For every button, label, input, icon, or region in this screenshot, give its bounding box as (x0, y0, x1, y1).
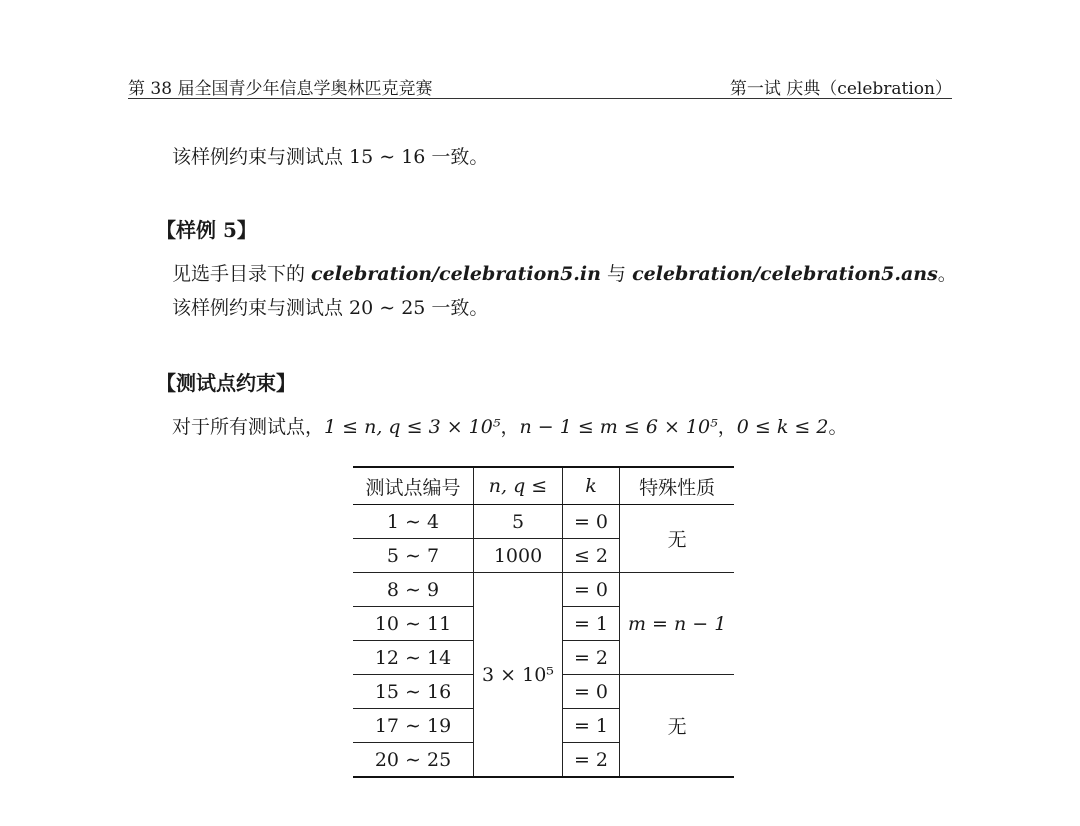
cell-k: = 2 (563, 641, 620, 675)
constraints-table (353, 466, 734, 778)
intro-math-k: 0 ≤ k ≤ 2 (736, 416, 829, 438)
cell-test-ids: 17 ∼ 19 (353, 709, 474, 743)
sample5-prefix: 见选手目录下的 (172, 263, 312, 285)
sample5-input-file: celebration/celebration5.in (311, 263, 601, 285)
constraints-title: 【测试点约束】 (156, 371, 296, 395)
table-header-row (353, 467, 734, 505)
cell-test-ids: 12 ∼ 14 (353, 641, 474, 675)
cell-k: = 1 (563, 607, 620, 641)
sample5-files-line (172, 263, 957, 286)
sample5-answer-file: celebration/celebration5.ans (632, 263, 938, 285)
sample5-suffix: 。 (937, 263, 957, 285)
header-test-ids: 测试点编号 (353, 467, 474, 505)
cell-special: 无 (620, 505, 735, 573)
intro-suffix: 。 (828, 416, 848, 438)
cell-k: = 0 (563, 573, 620, 607)
intro-sep-2: ， (717, 416, 737, 438)
cell-test-ids: 1 ∼ 4 (353, 505, 474, 539)
intro-math-m: n − 1 ≤ m ≤ 6 × 10⁵ (519, 416, 718, 438)
contest-name: 第 38 届全国青少年信息学奥林匹克竞赛 (128, 79, 433, 99)
cell-nq: 5 (474, 505, 563, 539)
cell-k: = 0 (563, 505, 620, 539)
sample5-title: 【样例 5】 (156, 218, 257, 242)
header-k: k (563, 467, 620, 505)
cell-nq: 1000 (474, 539, 563, 573)
cell-test-ids: 20 ∼ 25 (353, 743, 474, 778)
cell-test-ids: 10 ∼ 11 (353, 607, 474, 641)
sample5-note: 该样例约束与测试点 20 ∼ 25 一致。 (172, 297, 489, 319)
cell-test-ids: 5 ∼ 7 (353, 539, 474, 573)
cell-test-ids: 8 ∼ 9 (353, 573, 474, 607)
sample5-mid: 与 (600, 263, 633, 285)
cell-special: m = n − 1 (620, 573, 735, 675)
cell-special: 无 (620, 675, 735, 778)
constraints-intro (172, 416, 847, 439)
table-row (353, 573, 734, 607)
page-header (128, 72, 952, 99)
cell-k: ≤ 2 (563, 539, 620, 573)
header-nq: n, q ≤ (474, 467, 563, 505)
sample4-note: 该样例约束与测试点 15 ∼ 16 一致。 (172, 146, 489, 168)
intro-prefix: 对于所有测试点， (172, 416, 325, 438)
cell-nq: 3 × 10⁵ (474, 573, 563, 778)
intro-sep-1: ， (500, 416, 520, 438)
cell-k: = 0 (563, 675, 620, 709)
cell-k: = 2 (563, 743, 620, 778)
header-special: 特殊性质 (620, 467, 735, 505)
problem-title: 第一试 庆典（celebration） (729, 79, 952, 99)
cell-test-ids: 15 ∼ 16 (353, 675, 474, 709)
table-row (353, 505, 734, 539)
intro-math-nq: 1 ≤ n, q ≤ 3 × 10⁵ (324, 416, 501, 438)
cell-k: = 1 (563, 709, 620, 743)
